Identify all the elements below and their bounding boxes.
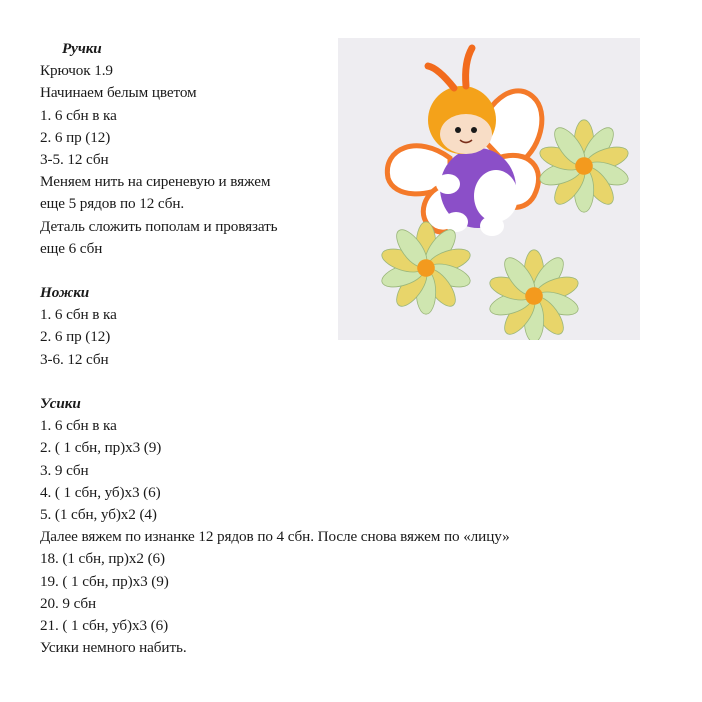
section-usiki xyxy=(40,393,680,659)
text-line: 1. 6 сбн в ка xyxy=(40,306,117,324)
toy-face xyxy=(440,114,492,154)
toy-hand xyxy=(436,174,460,194)
butterfly-toy-photo xyxy=(338,38,640,340)
text-line: 20. 9 сбн xyxy=(40,594,97,612)
toy-belly xyxy=(474,170,518,222)
text-line: 19. ( 1 сбн, пр)х3 (9) xyxy=(40,572,169,590)
kanzashi-flower-bottom xyxy=(487,250,581,340)
text-line: Далее вяжем по изнанке 12 рядов по 4 сбн. После снова вяжем по «лицу» xyxy=(40,528,510,546)
text-line: 4. ( 1 сбн, уб)х3 (6) xyxy=(40,483,161,501)
text-line: Деталь сложить пополам и провязать xyxy=(40,217,278,235)
text-line: еще 6 сбн xyxy=(40,239,103,257)
text-line: 1. 6 сбн в ка xyxy=(40,417,117,435)
text-line: 21. ( 1 сбн, уб)х3 (6) xyxy=(40,616,169,634)
text-line: 2. 6 пр (12) xyxy=(40,128,111,146)
toy-antenna xyxy=(428,66,454,88)
toy-leg xyxy=(480,216,504,236)
kanzashi-flower-left xyxy=(379,222,473,314)
section-title: Усики xyxy=(40,395,81,412)
toy-eye xyxy=(455,127,461,133)
butterfly-toy-illustration xyxy=(338,38,640,340)
toy-antenna xyxy=(466,48,472,86)
text-line: 18. (1 сбн, пр)х2 (6) xyxy=(40,550,165,568)
text-line: Меняем нить на сиреневую и вяжем xyxy=(40,173,271,191)
text-line: еще 5 рядов по 12 сбн. xyxy=(40,195,185,213)
text-line: Усики немного набить. xyxy=(40,639,187,657)
text-line: Начинаем белым цветом xyxy=(40,84,197,102)
spacer xyxy=(40,371,680,393)
flower-center xyxy=(575,157,593,175)
kanzashi-flower-right xyxy=(537,120,631,212)
text-line: 5. (1 сбн, уб)х2 (4) xyxy=(40,505,157,523)
text-line: 3-6. 12 сбн xyxy=(40,350,109,368)
toy-eye xyxy=(471,127,477,133)
flower-center xyxy=(525,287,543,305)
text-line: 2. 6 пр (12) xyxy=(40,328,111,346)
text-line: 2. ( 1 сбн, пр)х3 (9) xyxy=(40,439,162,457)
text-line: 3. 9 сбн xyxy=(40,461,89,479)
flower-center xyxy=(417,259,435,277)
text-line: 1. 6 сбн в ка xyxy=(40,106,117,124)
section-title: Ножки xyxy=(40,284,90,302)
text-line: Крючок 1.9 xyxy=(40,62,113,80)
text-line: 3-5. 12 сбн xyxy=(40,150,109,168)
toy-leg xyxy=(444,212,468,232)
section-title: Ручки xyxy=(62,40,102,57)
